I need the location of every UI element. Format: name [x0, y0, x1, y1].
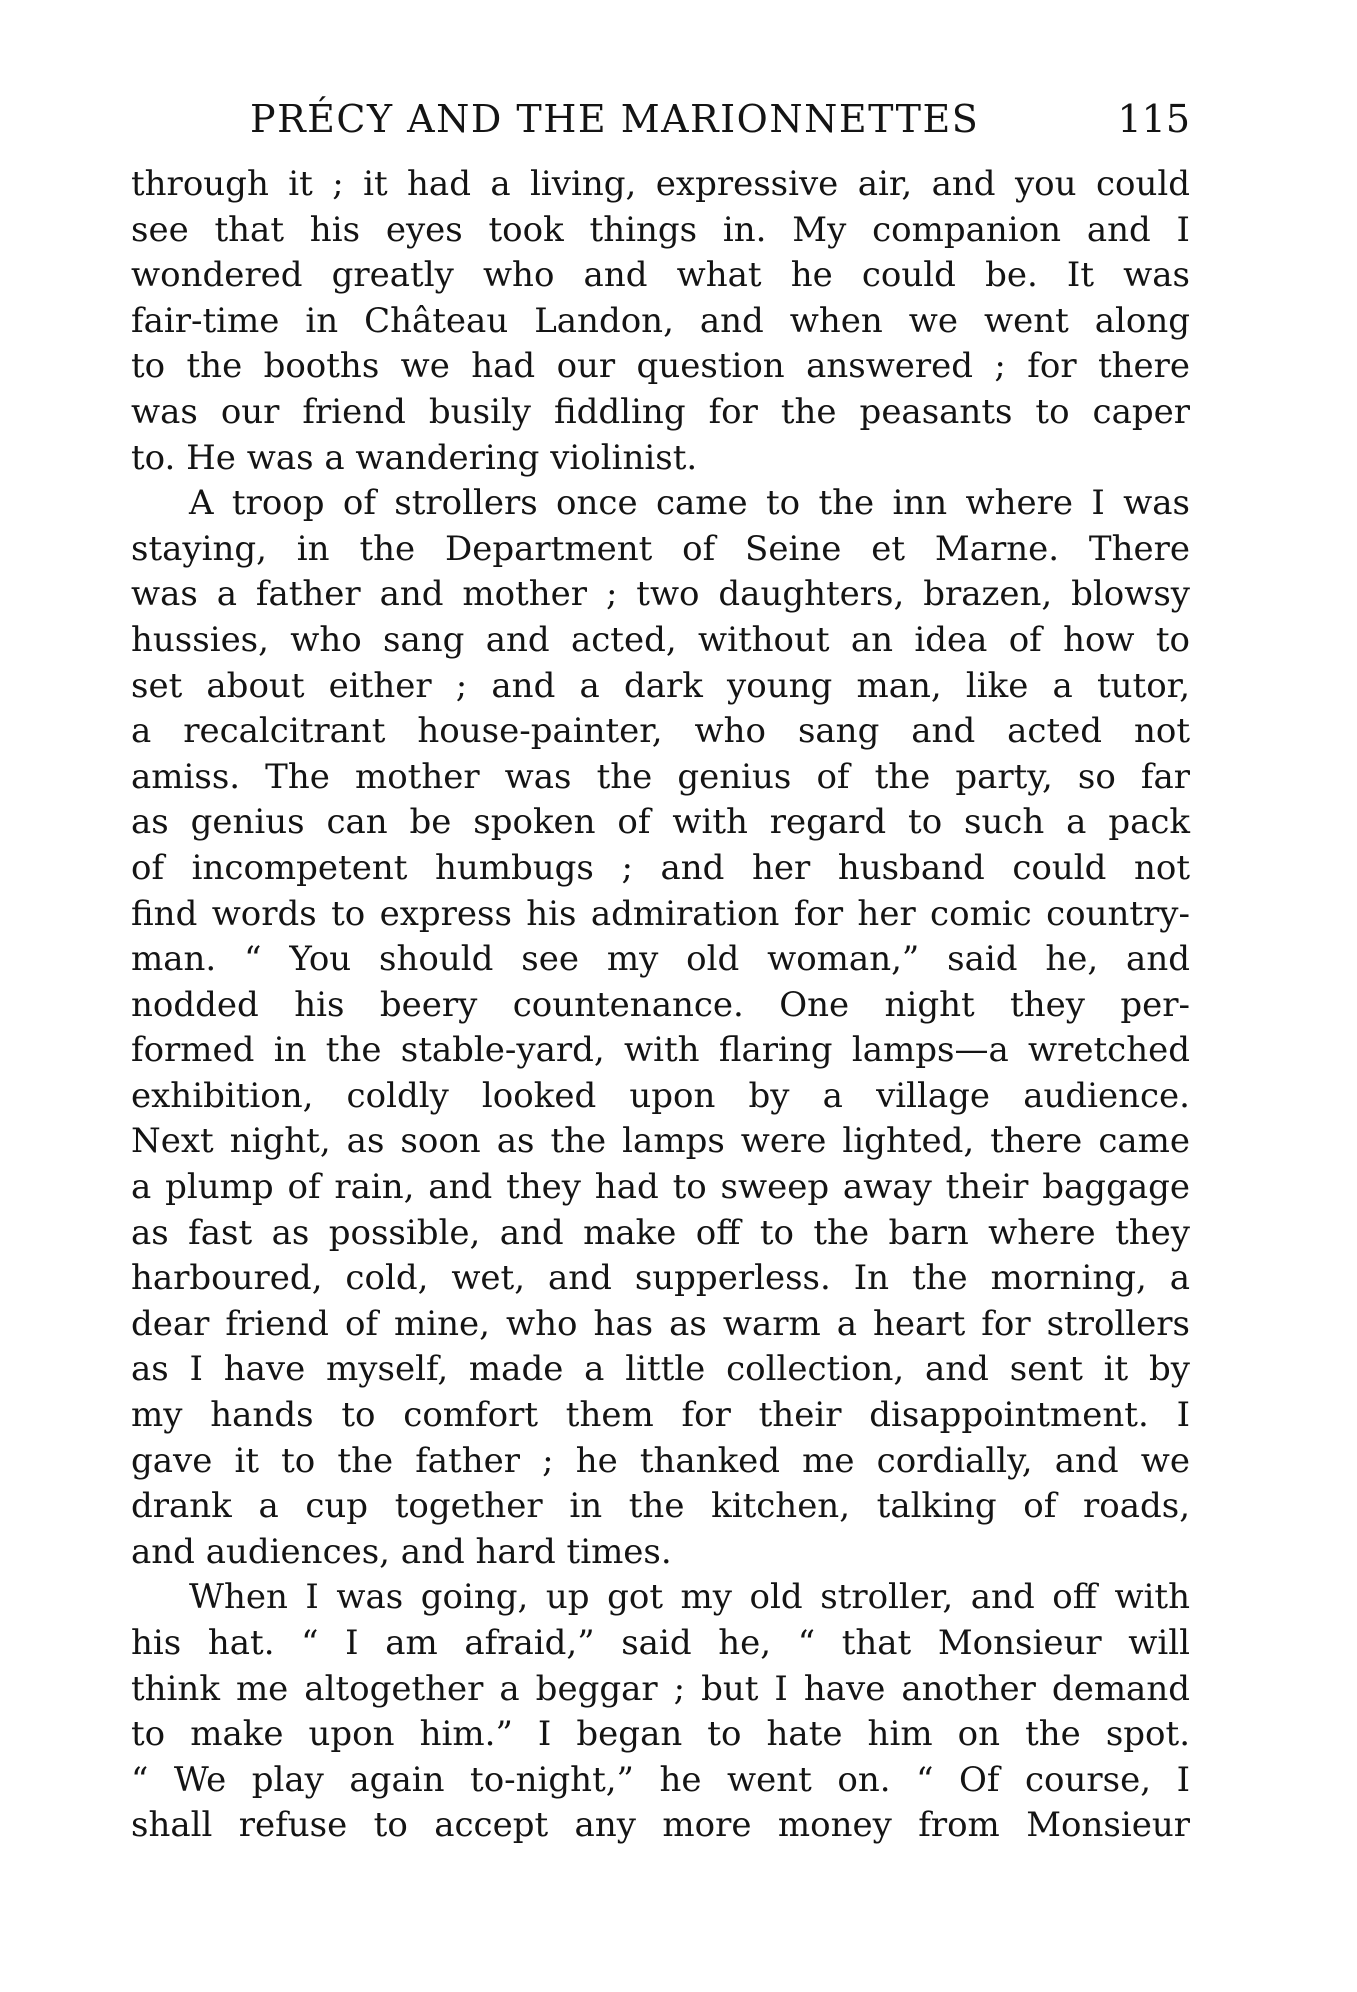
text-line: his hat. “ I am afraid,” said he, “ that Monsieur will — [131, 1623, 1190, 1663]
body-text — [131, 162, 1190, 1849]
text-line: a recalcitrant house-painter, who sang and acted not — [131, 711, 1190, 752]
text-line: see that his eyes took things in. My companion and I — [131, 209, 1190, 250]
text-line: was a father and mother ; two daughters, brazen, blowsy — [131, 574, 1190, 615]
text-line: A troop of strollers once came to the inn where I was — [189, 483, 1190, 524]
text-line: and audiences, and hard times. — [131, 1531, 672, 1572]
text-line: set about either ; and a dark young man, like a tutor, — [131, 665, 1190, 706]
text-line: Next night, as soon as the lamps were lighted, there came — [131, 1121, 1190, 1162]
text-line: hussies, who sang and acted, without an idea of how to — [131, 619, 1190, 660]
text-line: to make upon him.” I began to hate him on the spot. — [131, 1714, 1190, 1755]
text-line: drank a cup together in the kitchen, talking of roads, — [131, 1486, 1190, 1527]
page-number: 115 — [1117, 97, 1190, 141]
text-line: shall refuse to accept any more money from Monsieur — [131, 1805, 1190, 1846]
text-line: When I was going, up got my old stroller, and off with — [189, 1577, 1190, 1618]
text-line: as genius can be spoken of with regard to such a pack — [131, 802, 1190, 843]
text-line: as I have myself, made a little collection, and sent it by — [131, 1349, 1190, 1390]
text-line: amiss. The mother was the genius of the party, so far — [131, 756, 1190, 797]
text-line: wondered greatly who and what he could be. It was — [131, 255, 1190, 296]
text-line: a plump of rain, and they had to sweep away their baggage — [131, 1167, 1190, 1208]
text-line: harboured, cold, wet, and supperless. In the morning, a — [131, 1258, 1190, 1299]
text-line: staying, in the Department of Seine et Marne. There — [131, 528, 1190, 569]
text-line: find words to express his admiration for her comic country- — [131, 893, 1190, 934]
paragraph-1 — [131, 162, 1190, 481]
text-line: think me altogether a beggar ; but I have another demand — [131, 1668, 1190, 1709]
text-line: fair-time in Château Landon, and when we went along — [131, 300, 1190, 341]
text-line: dear friend of mine, who has as warm a heart for strollers — [131, 1303, 1190, 1344]
text-line: to. He was a wandering violinist. — [131, 437, 698, 478]
text-line: exhibition, coldly looked upon by a village audience. — [131, 1075, 1190, 1116]
text-line: nodded his beery countenance. One night they per- — [131, 984, 1190, 1025]
text-line: my hands to comfort them for their disappointment. I — [131, 1395, 1190, 1436]
text-line: of incompetent humbugs ; and her husband could not — [131, 847, 1190, 888]
text-line: as fast as possible, and make off to the barn where they — [131, 1212, 1190, 1253]
paragraph-3 — [131, 1575, 1190, 1849]
text-line: through it ; it had a living, expressive air, and you could — [131, 164, 1190, 204]
text-line: “ We play again to-night,” he went on. “ Of course, I — [131, 1759, 1190, 1800]
text-line: formed in the stable-yard, with flaring lamps—a wretched — [131, 1030, 1190, 1071]
running-head — [250, 94, 1190, 144]
text-line: man. “ You should see my old woman,” said he, and — [131, 939, 1190, 980]
text-line: gave it to the father ; he thanked me cordially, and we — [131, 1440, 1190, 1481]
running-title: PRÉCY AND THE MARIONNETTES — [250, 97, 980, 141]
paragraph-2 — [131, 481, 1190, 1575]
text-line: to the booths we had our question answered ; for there — [131, 346, 1190, 387]
text-line: was our friend busily fiddling for the peasants to caper — [131, 391, 1190, 432]
